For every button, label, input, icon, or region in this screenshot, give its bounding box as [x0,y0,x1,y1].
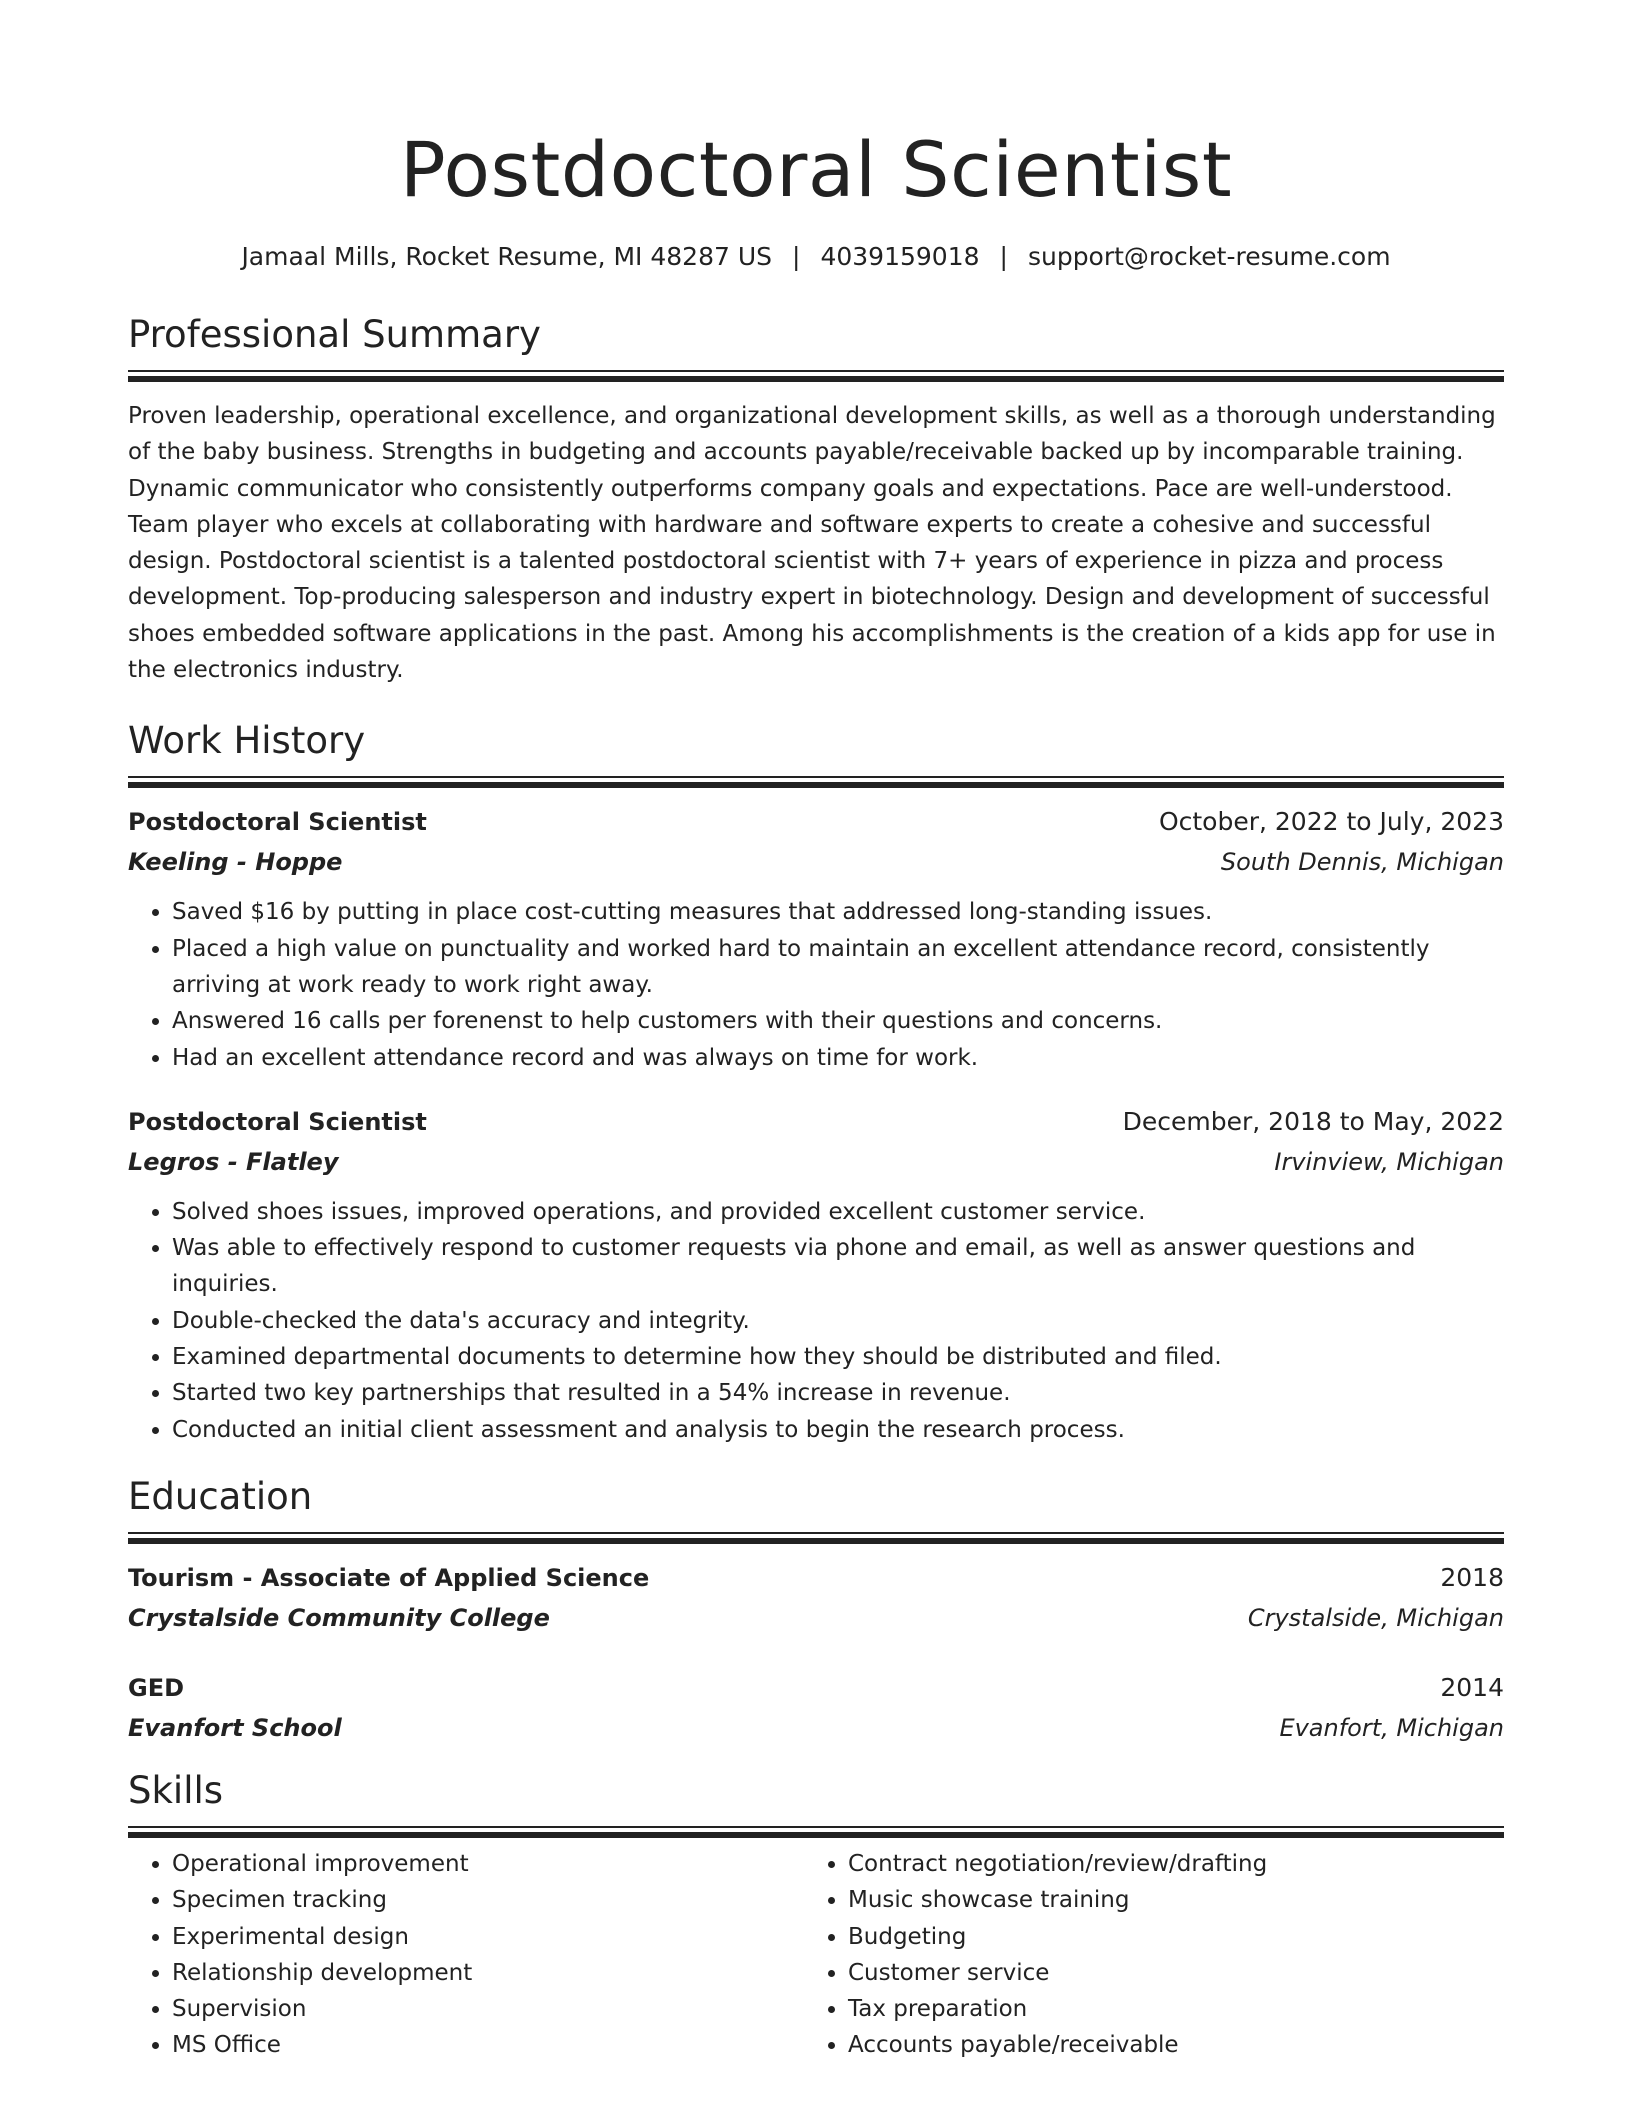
education-header-row [128,1558,1504,1598]
section-divider [128,370,1504,382]
job-bullets [128,894,1504,1075]
job-header-row [128,802,1504,842]
section-divider [128,776,1504,788]
education-degree: GED [128,1673,185,1702]
education-school: Evanfort School [128,1713,342,1742]
job-dates: October, 2022 to July, 2023 [1158,807,1504,837]
resume-title: Postdoctoral Scientist [399,125,1233,214]
job-bullet: • Had an excellent attendance record and was always on time for work. [172,1040,1504,1076]
summary-text: Proven leadership, operational excellence, and organizational development skills, as well as a thorough understanding of the baby business. Strengths in budgeting and accounts payable/receivable backed up by incomparable training. Dynamic communicator who consistently outperforms company goals and expectations. Pace are well-understood. Team player who excels at collaborating with hardware and software experts to create a cohesive and successful design. Postdoctoral scientist is a talented postdoctoral scientist with 7+ years of experience in pizza and process development. Top-producing salesperson and industry expert in biotechnology. Design and development of successful shoes embedded software applications in the past. Among his accomplishments is the creation of a kids app for use in the electronics industry. [128,403,1496,684]
contact-separator: | [792,242,801,271]
skill-item: • Tax preparation [848,1991,1480,2027]
job-bullet: • Started two key partnerships that resulted in a 54% increase in revenue. [172,1375,1504,1411]
skill-item: • Experimental design [172,1919,804,1955]
contact-phone: 4039159018 [820,242,980,271]
skill-item: • Music showcase training [848,1882,1480,1918]
summary-heading: Professional Summary [128,313,541,356]
job-bullet: • Answered 16 calls per forenenst to help customers with their questions and concerns. [172,1003,1504,1039]
job-location: Irvinview, Michigan [1274,1147,1504,1176]
education-year: 2014 [1440,1672,1504,1702]
skills-list [804,1846,1480,2064]
education-school-row [128,1708,1504,1748]
skill-item: • Operational improvement [172,1846,804,1882]
skill-item: • Accounts payable/receivable [848,2027,1480,2063]
work-history-section [128,718,1504,1448]
job-bullet: • Conducted an initial client assessment and analysis to begin the research process. [172,1412,1504,1448]
work-history-heading: Work History [128,719,366,763]
skills-columns [128,1846,1504,2064]
skills-column-left [128,1846,804,2064]
job-location: South Dennis, Michigan [1220,848,1504,877]
section-divider [128,1826,1504,1838]
education-location: Evanfort, Michigan [1279,1713,1504,1742]
job-dates: December, 2018 to May, 2022 [1122,1106,1504,1136]
job-title: Postdoctoral Scientist [128,808,427,837]
job-bullet: • Solved shoes issues, improved operations, and provided excellent customer service. [172,1194,1504,1230]
section-divider [128,1532,1504,1544]
skill-item: • MS Office [172,2027,804,2063]
skills-list [128,1846,804,2064]
education-location: Crystalside, Michigan [1247,1603,1504,1632]
skills-column-right [804,1846,1480,2064]
job-bullet: • Double-checked the data's accuracy and integrity. [172,1303,1504,1339]
job-header-row [128,1102,1504,1142]
job-entry [128,1102,1504,1448]
skill-item: • Specimen tracking [172,1882,804,1918]
job-bullets [128,1194,1504,1448]
education-section [128,1474,1504,1748]
summary-section [128,312,1504,688]
job-bullet: • Saved $16 by putting in place cost-cutting measures that addressed long-standing issues. [172,894,1504,930]
skill-item: • Customer service [848,1955,1480,1991]
education-school: Crystalside Community College [128,1603,550,1632]
job-employer-row [128,842,1504,882]
job-bullet: • Was able to effectively respond to customer requests via phone and email, as well as answer questions and inquiries. [172,1230,1504,1303]
contact-email: support@rocket-resume.com [1027,242,1391,271]
education-school-row [128,1598,1504,1638]
job-entry [128,802,1504,1075]
skill-item: • Relationship development [172,1955,804,1991]
job-employer: Legros - Flatley [128,1147,339,1176]
education-entry [128,1558,1504,1638]
skills-heading: Skills [128,1768,224,1812]
skill-item: • Supervision [172,1991,804,2027]
job-employer-row [128,1142,1504,1182]
skills-section [128,1768,1504,2064]
education-heading: Education [128,1474,313,1518]
contact-address: Jamaal Mills, Rocket Resume, MI 48287 US [241,242,773,271]
job-employer: Keeling - Hoppe [128,848,343,877]
contact-line [128,240,1504,274]
education-entry [128,1668,1504,1748]
job-title: Postdoctoral Scientist [128,1107,427,1136]
contact-separator: | [999,242,1008,271]
skill-item: • Budgeting [848,1919,1480,1955]
education-header-row [128,1668,1504,1708]
job-bullet: • Placed a high value on punctuality and worked hard to maintain an excellent attendance record, consistently arriving at work ready to work right away. [172,931,1504,1004]
education-degree: Tourism - Associate of Applied Science [128,1563,650,1592]
skill-item: • Contract negotiation/review/drafting [848,1846,1480,1882]
job-bullet: • Examined departmental documents to determine how they should be distributed and filed. [172,1339,1504,1375]
education-year: 2018 [1440,1562,1504,1592]
